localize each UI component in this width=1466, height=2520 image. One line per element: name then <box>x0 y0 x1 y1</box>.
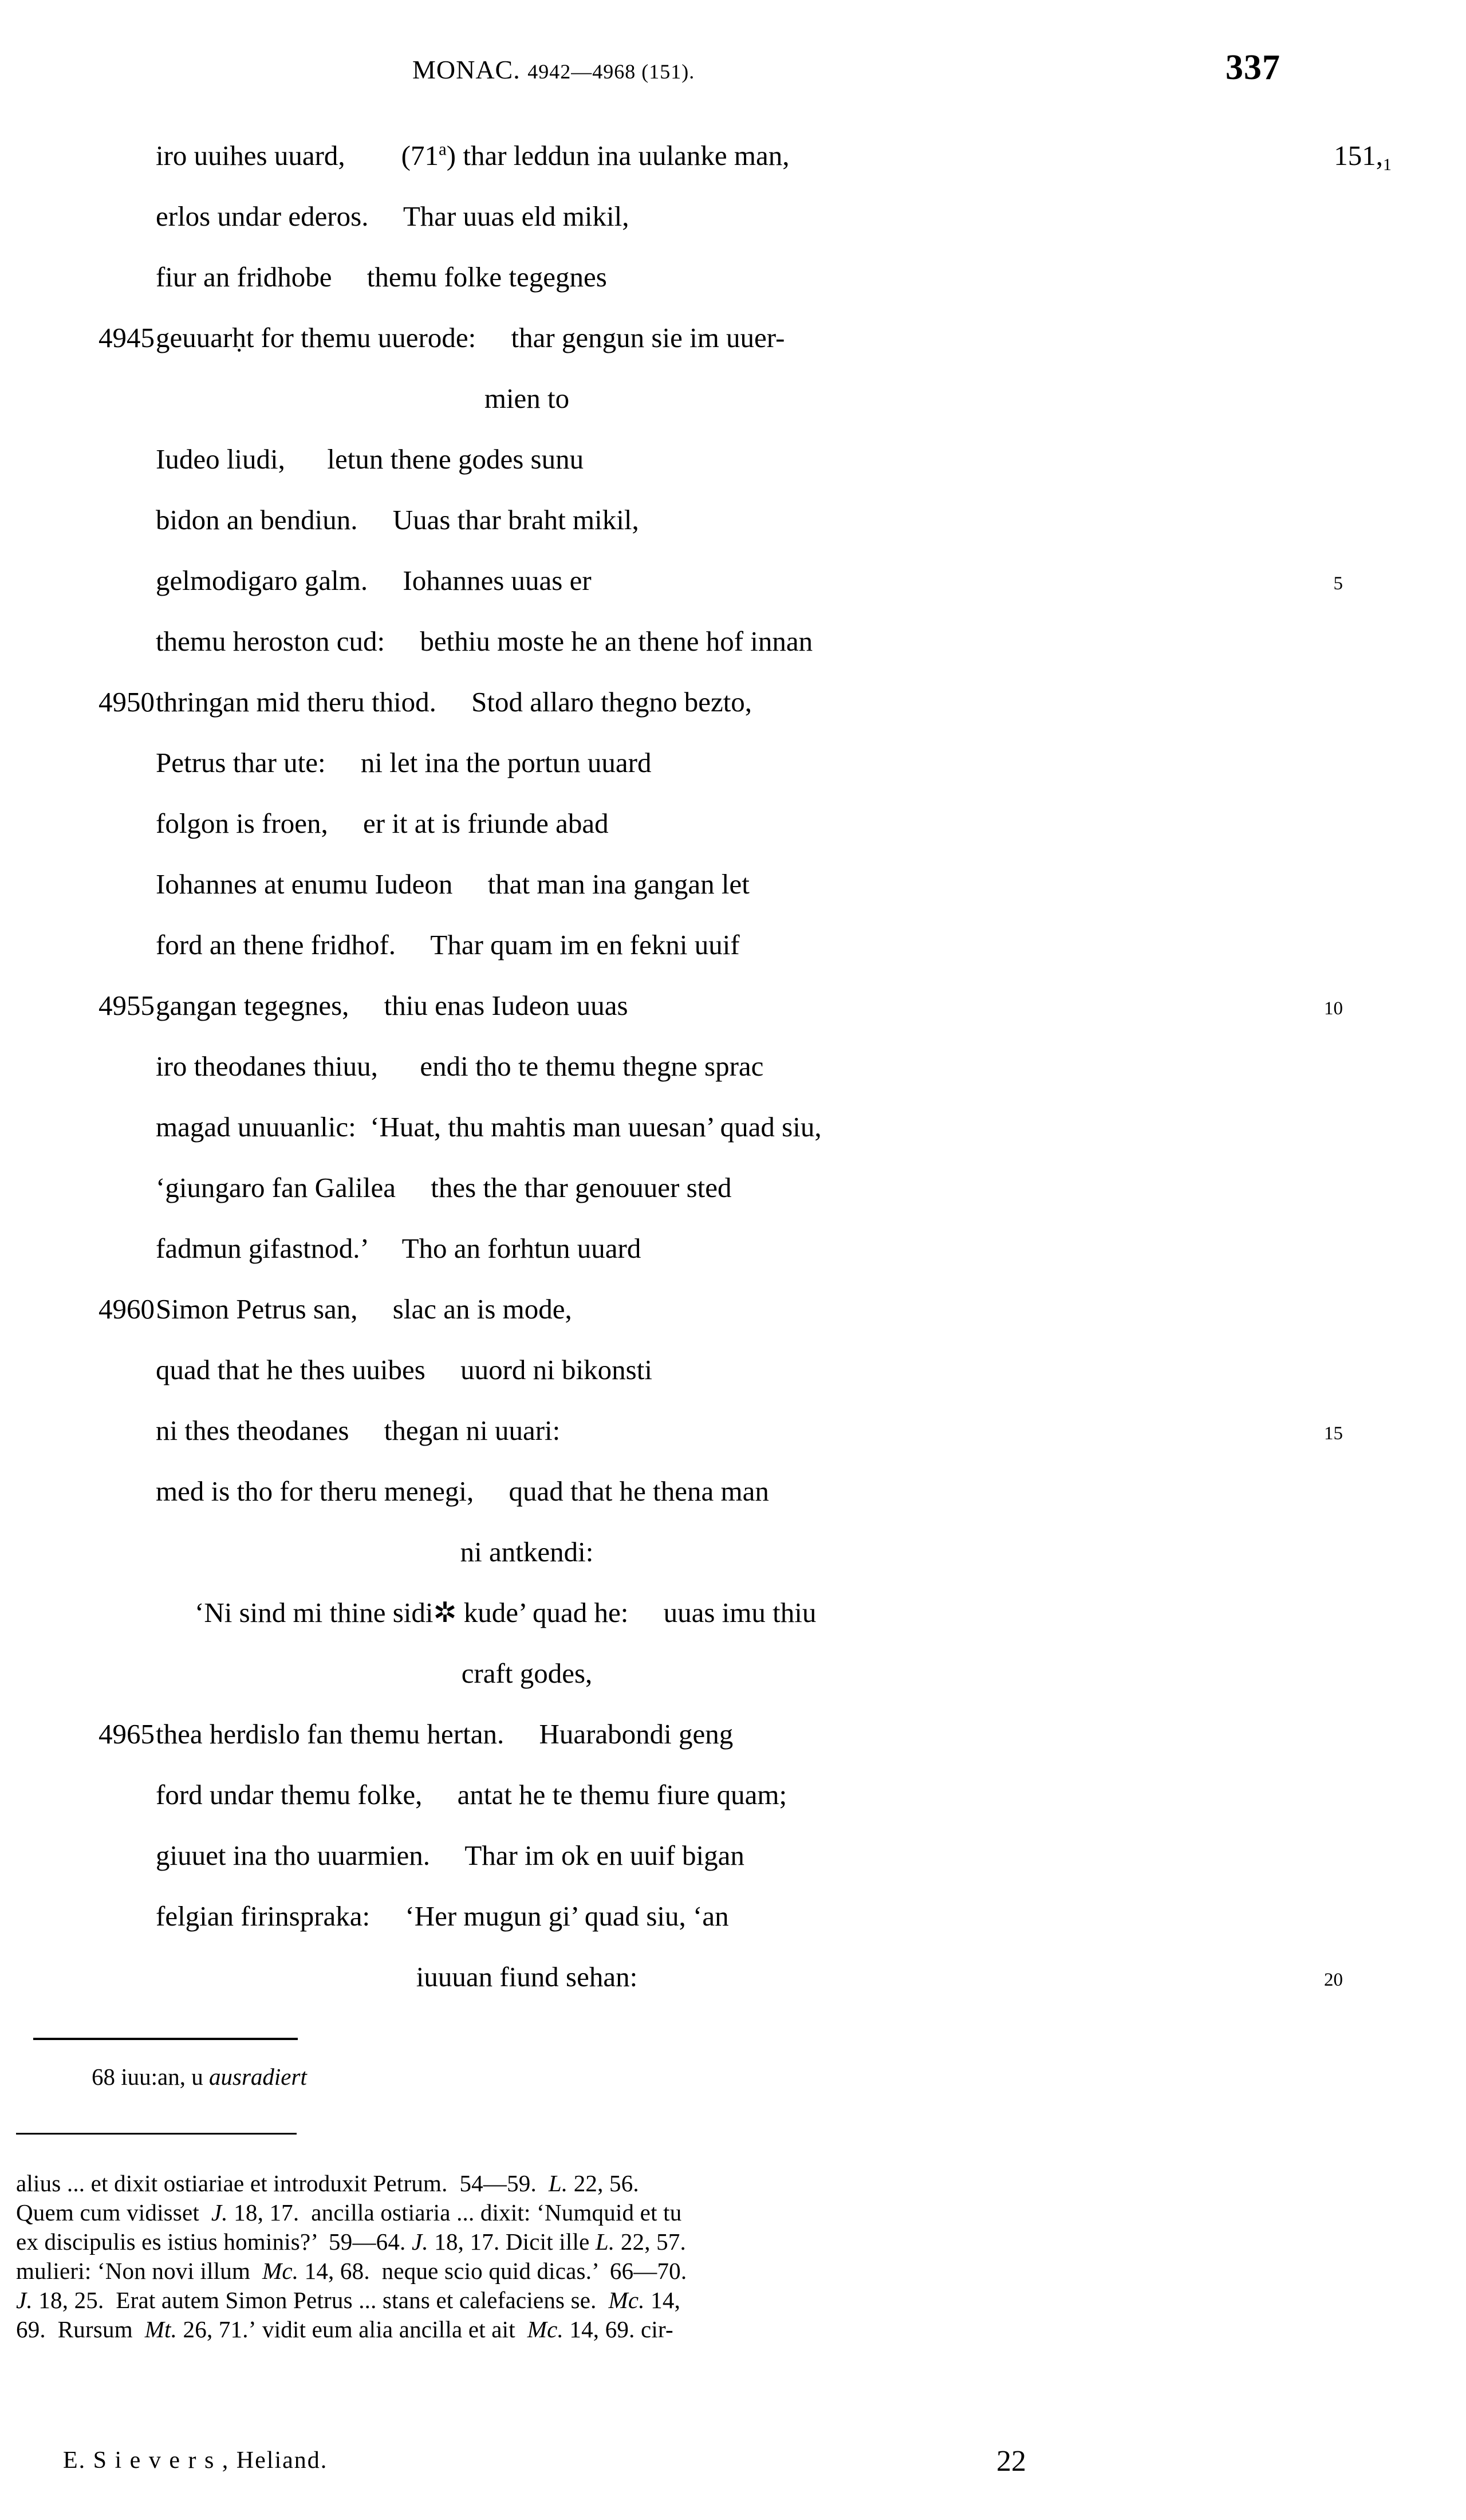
verse-line-text: mien to <box>484 383 570 414</box>
verse-line <box>0 1171 1466 1232</box>
latin-apparatus-block <box>16 2169 1350 2345</box>
verse-line-text: felgian firinspraka: ‘Her mugun gi’ quad siu, ‘an <box>156 1900 729 1932</box>
running-head-title <box>412 54 695 85</box>
verse-line-text: ‘Ni sind mi thine sidi✲ kude’ quad he: uuas imu thiu <box>195 1597 817 1628</box>
verse-line <box>0 746 1466 807</box>
verse-line <box>0 686 1466 746</box>
latin-apparatus-line: Quem cum vidisset J. 18, 17. ancilla ostiaria ... dixit: ‘Numquid et tu <box>16 2199 682 2226</box>
verse-line <box>0 1535 1466 1596</box>
running-head-title-range: 4942—4968 (151). <box>527 60 695 83</box>
verse-line-text: fiur an fridhobe themu folke tegegnes <box>156 261 607 293</box>
verse-line <box>0 1596 1466 1657</box>
latin-apparatus-line: 69. Rursum Mt. 26, 71.ʼ vidit eum alia ancilla et ait Mc. 14, 69. cir- <box>16 2316 673 2342</box>
verse-line-number: 4955 <box>98 990 155 1021</box>
verse-line-text: erlos undar ederos. Thar uuas eld mikil, <box>156 200 629 232</box>
verse-line-text: giuuet ina tho uuarmien. Thar im ok en uuif bigan <box>156 1840 744 1871</box>
verse-line-text: craft godes, <box>461 1657 593 1689</box>
verse-line-text: quad that he thes uuibes uuord ni bikonsti <box>156 1354 652 1385</box>
marginal-verse-number: 5 <box>1333 573 1343 594</box>
verse-line <box>0 1293 1466 1353</box>
marginal-verse-number: 20 <box>1324 1970 1343 1990</box>
verse-line-text: ford undar themu folke, antat he te themu fiure quam; <box>156 1779 787 1810</box>
verse-line-text: ni antkendi: <box>460 1536 594 1568</box>
verse-line-number: 4960 <box>98 1293 155 1325</box>
verse-line <box>0 625 1466 686</box>
verse-line-text: thringan mid theru thiod. Stod allaro thegno bezto, <box>156 686 752 718</box>
verse-line <box>0 1414 1466 1475</box>
latin-apparatus-sigil: L. <box>548 2170 568 2196</box>
verse-line-text: iuuuan fiund sehan: <box>416 1961 638 1993</box>
verse-line-text: Iudeo liudi, letun thene godes sunu <box>156 443 584 475</box>
verse-line-text: gelmodigaro galm. Iohannes uuas er <box>156 565 592 596</box>
verse-line <box>0 1839 1466 1900</box>
page-footer <box>0 2447 1466 2487</box>
latin-apparatus-line: J. 18, 25. Erat autem Simon Petrus ... stans et calefaciens se. Mc. 14, <box>16 2287 681 2313</box>
marginal-verse-number: 15 <box>1324 1423 1343 1444</box>
verse-line <box>0 1475 1466 1535</box>
latin-apparatus-line: alius ... et dixit ostiariae et introduxit Petrum. 54—59. L. 22, 56. <box>16 2170 639 2196</box>
verse-line-text: magad unuuanlic: ‘Huat, thu mahtis man uuesan’ quad siu, <box>156 1111 822 1143</box>
verse-line <box>0 1960 1466 2021</box>
latin-apparatus-sigil: J. <box>16 2287 33 2313</box>
latin-apparatus-sigil: J. <box>411 2228 428 2255</box>
verse-line-text: ford an thene fridhof. Thar quam im en fekni uuif <box>156 929 740 960</box>
verse-line <box>0 1778 1466 1839</box>
running-head-title-main: MONAC. <box>412 55 521 84</box>
latin-apparatus-sigil: L. <box>595 2228 615 2255</box>
verse-line-text: Iohannes at enumu Iudeon that man ina gangan let <box>156 868 750 900</box>
latin-apparatus-line: ex discipulis es istius hominis?’ 59—64. J. 18, 17. Dicit ille L. 22, 57. <box>16 2228 686 2255</box>
apparatus-note-reading: iuu:an, u <box>115 2064 209 2090</box>
folio-marker-superscript: a <box>439 139 447 159</box>
marginal-verse-subscript: 1 <box>1383 155 1392 174</box>
verse-line <box>0 807 1466 868</box>
footer-sheet-number: 22 <box>996 2445 1026 2478</box>
verse-line <box>0 1232 1466 1293</box>
verse-line-number: 4965 <box>98 1718 155 1750</box>
verse-block <box>0 139 1466 2021</box>
verse-line <box>0 1657 1466 1718</box>
verse-line-text: ni thes theodanes thegan ni uuari: <box>156 1415 561 1446</box>
verse-line-text: iro uuihes uuard, (71$^a$) thar leddun ina uulanke man, <box>156 139 790 171</box>
verse-line-text: iro theodanes thiuu, endi tho te themu thegne sprac <box>156 1050 764 1082</box>
marginal-verse-number: $151,_1$ <box>1334 140 1392 174</box>
verse-line-number: 4945 <box>98 322 155 353</box>
verse-line <box>0 139 1466 200</box>
verse-line <box>0 1111 1466 1171</box>
marginal-verse-number: 10 <box>1324 998 1343 1019</box>
verse-line-text: fadmun gifastnod.’ Tho an forhtun uuard <box>156 1233 641 1264</box>
verse-line <box>0 261 1466 321</box>
verse-line <box>0 1353 1466 1414</box>
verse-line <box>0 443 1466 503</box>
verse-line-text: folgon is froen, er it at is friunde abad <box>156 808 609 839</box>
latin-apparatus-line: mulieri: ‘Non novi illum Mc. 14, 68. neque scio quid dicas.’ 66—70. <box>16 2258 687 2284</box>
verse-line-number: 4950 <box>98 686 155 718</box>
verse-line-text: bidon an bendiun. Uuas thar braht mikil, <box>156 504 639 536</box>
verse-line-text: Simon Petrus san, slac an is mode, <box>156 1293 572 1325</box>
verse-line <box>0 1718 1466 1778</box>
verse-line-text: Petrus thar ute: ni let ina the portun uuard <box>156 747 652 778</box>
verse-line <box>0 1050 1466 1111</box>
verse-line <box>0 564 1466 625</box>
running-head <box>0 48 1466 94</box>
latin-apparatus-sigil: Mc. <box>527 2316 563 2342</box>
verse-line-text: gangan tegegnes, thiu enas Iudeon uuas <box>156 990 628 1021</box>
verse-line <box>0 382 1466 443</box>
verse-line-text: med is tho for theru menegi, quad that he thena man <box>156 1475 769 1507</box>
verse-line <box>0 503 1466 564</box>
apparatus-rule-upper <box>33 2038 298 2040</box>
apparatus-note-ref: 68 <box>92 2064 115 2090</box>
footer-signature: E. S i e v e r s , Heliand. <box>63 2447 328 2474</box>
apparatus-note <box>92 2063 307 2090</box>
latin-apparatus-sigil: Mt. <box>144 2316 178 2342</box>
verse-line <box>0 928 1466 989</box>
latin-apparatus-sigil: Mc. <box>262 2258 299 2284</box>
verse-line <box>0 989 1466 1050</box>
latin-apparatus-sigil: Mc. <box>608 2287 645 2313</box>
verse-line <box>0 200 1466 261</box>
verse-line <box>0 321 1466 382</box>
verse-line-text: geuuarḥt for themu uuerode: thar gengun sie im uuer- <box>156 322 785 353</box>
page-number: 337 <box>1225 48 1280 87</box>
apparatus-note-comment: ausradiert <box>208 2064 307 2090</box>
verse-line-text: ‘giungaro fan Galilea thes the thar genouuer sted <box>156 1172 732 1203</box>
verse-line <box>0 1900 1466 1960</box>
verse-line-text: themu heroston cud: bethiu moste he an thene hof innan <box>156 625 813 657</box>
apparatus-rule-lower <box>16 2133 297 2135</box>
verse-line <box>0 868 1466 928</box>
latin-apparatus-sigil: J. <box>211 2199 228 2226</box>
verse-line-text: thea herdislo fan themu hertan. Huarabondi geng <box>156 1718 734 1750</box>
